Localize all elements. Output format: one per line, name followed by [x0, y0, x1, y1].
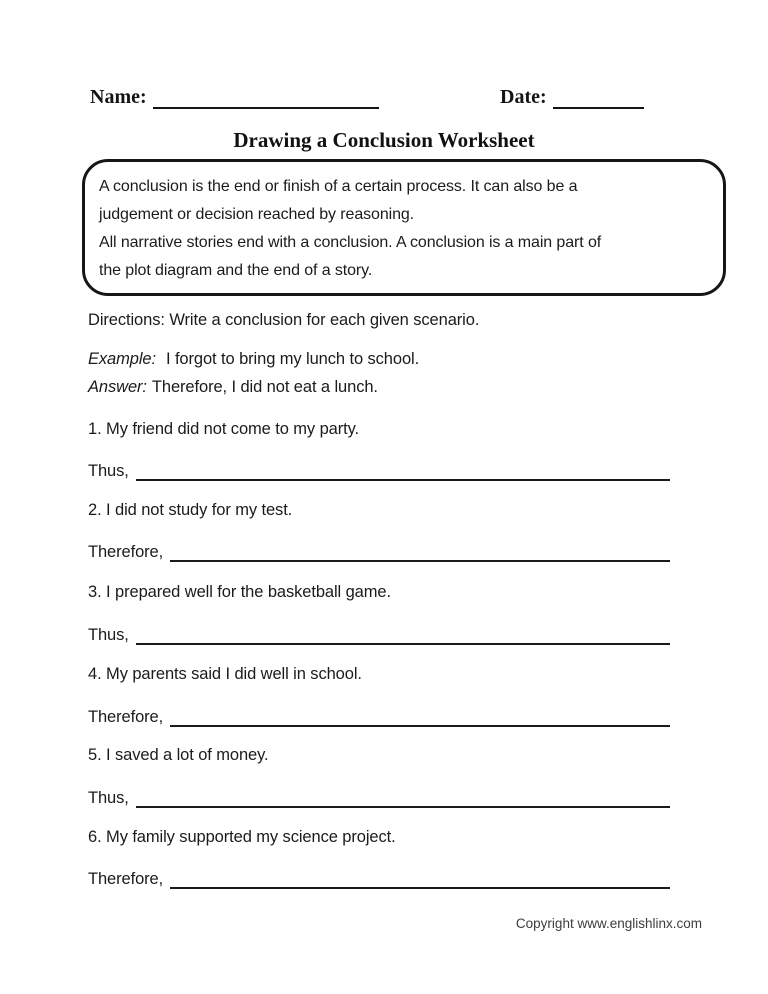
answer-prompt: Therefore,: [88, 870, 164, 888]
scenario-text: My parents said I did well in school.: [106, 665, 362, 683]
date-label: Date:: [500, 86, 547, 108]
definition-line: A conclusion is the end or finish of a certain process. It can also be a: [99, 178, 578, 195]
scenario-number: 1.: [88, 420, 102, 438]
example-label: Example:: [88, 350, 156, 368]
answer-blank: [170, 869, 670, 889]
worksheet-title: Drawing a Conclusion Worksheet: [233, 128, 535, 152]
example-text: I forgot to bring my lunch to school.: [165, 350, 420, 368]
scenario-item-4: [88, 665, 362, 684]
answer-prompt: Thus,: [88, 626, 129, 644]
answer-prompt: Thus,: [88, 462, 129, 480]
answer-prompt: Thus,: [88, 789, 129, 807]
answer-blank: [170, 707, 670, 727]
directions-text: Directions: Write a conclusion for each given scenario.: [88, 311, 480, 329]
scenario-number: 6.: [88, 828, 102, 846]
answer-blank-row-6: [88, 868, 670, 889]
name-write-line: [153, 87, 379, 109]
scenario-text: I saved a lot of money.: [106, 746, 269, 764]
definition-line: judgement or decision reached by reasoning.: [99, 206, 415, 223]
answer-blank-row-3: [88, 624, 670, 645]
scenario-number: 5.: [88, 746, 102, 764]
scenario-number: 2.: [88, 501, 102, 519]
scenario-item-3: [88, 583, 391, 602]
name-field-group: [90, 86, 379, 109]
scenario-number: 4.: [88, 665, 102, 683]
scenario-item-2: [88, 501, 292, 520]
definition-line: the plot diagram and the end of a story.: [99, 262, 373, 279]
answer-text: Therefore, I did not eat a lunch.: [151, 378, 378, 396]
answer-prompt: Therefore,: [88, 543, 164, 561]
answer-row-example: [88, 378, 378, 397]
answer-blank: [136, 788, 670, 808]
scenario-text: I prepared well for the basketball game.: [106, 583, 391, 601]
copyright-text: Copyright www.englishlinx.com: [515, 916, 702, 931]
scenario-text: My friend did not come to my party.: [106, 420, 360, 438]
date-write-line: [553, 87, 644, 109]
scenario-item-1: [88, 420, 359, 439]
answer-blank: [136, 625, 670, 645]
scenario-item-5: [88, 746, 269, 765]
answer-blank-row-5: [88, 787, 670, 808]
answer-blank-row-1: [88, 460, 670, 481]
name-label: Name:: [90, 86, 147, 108]
answer-label: Answer:: [88, 378, 147, 396]
scenario-number: 3.: [88, 583, 102, 601]
answer-blank-row-4: [88, 706, 670, 727]
example-row: [88, 350, 419, 369]
answer-blank: [136, 461, 670, 481]
answer-blank: [170, 542, 670, 562]
answer-prompt: Therefore,: [88, 708, 164, 726]
definition-box: [82, 159, 726, 296]
scenario-text: My family supported my science project.: [106, 828, 396, 846]
date-field-group: [500, 86, 644, 109]
definition-line: All narrative stories end with a conclusion. A conclusion is a main part of: [99, 234, 602, 251]
scenario-text: I did not study for my test.: [106, 501, 293, 519]
scenario-item-6: [88, 828, 396, 847]
answer-blank-row-2: [88, 541, 670, 562]
